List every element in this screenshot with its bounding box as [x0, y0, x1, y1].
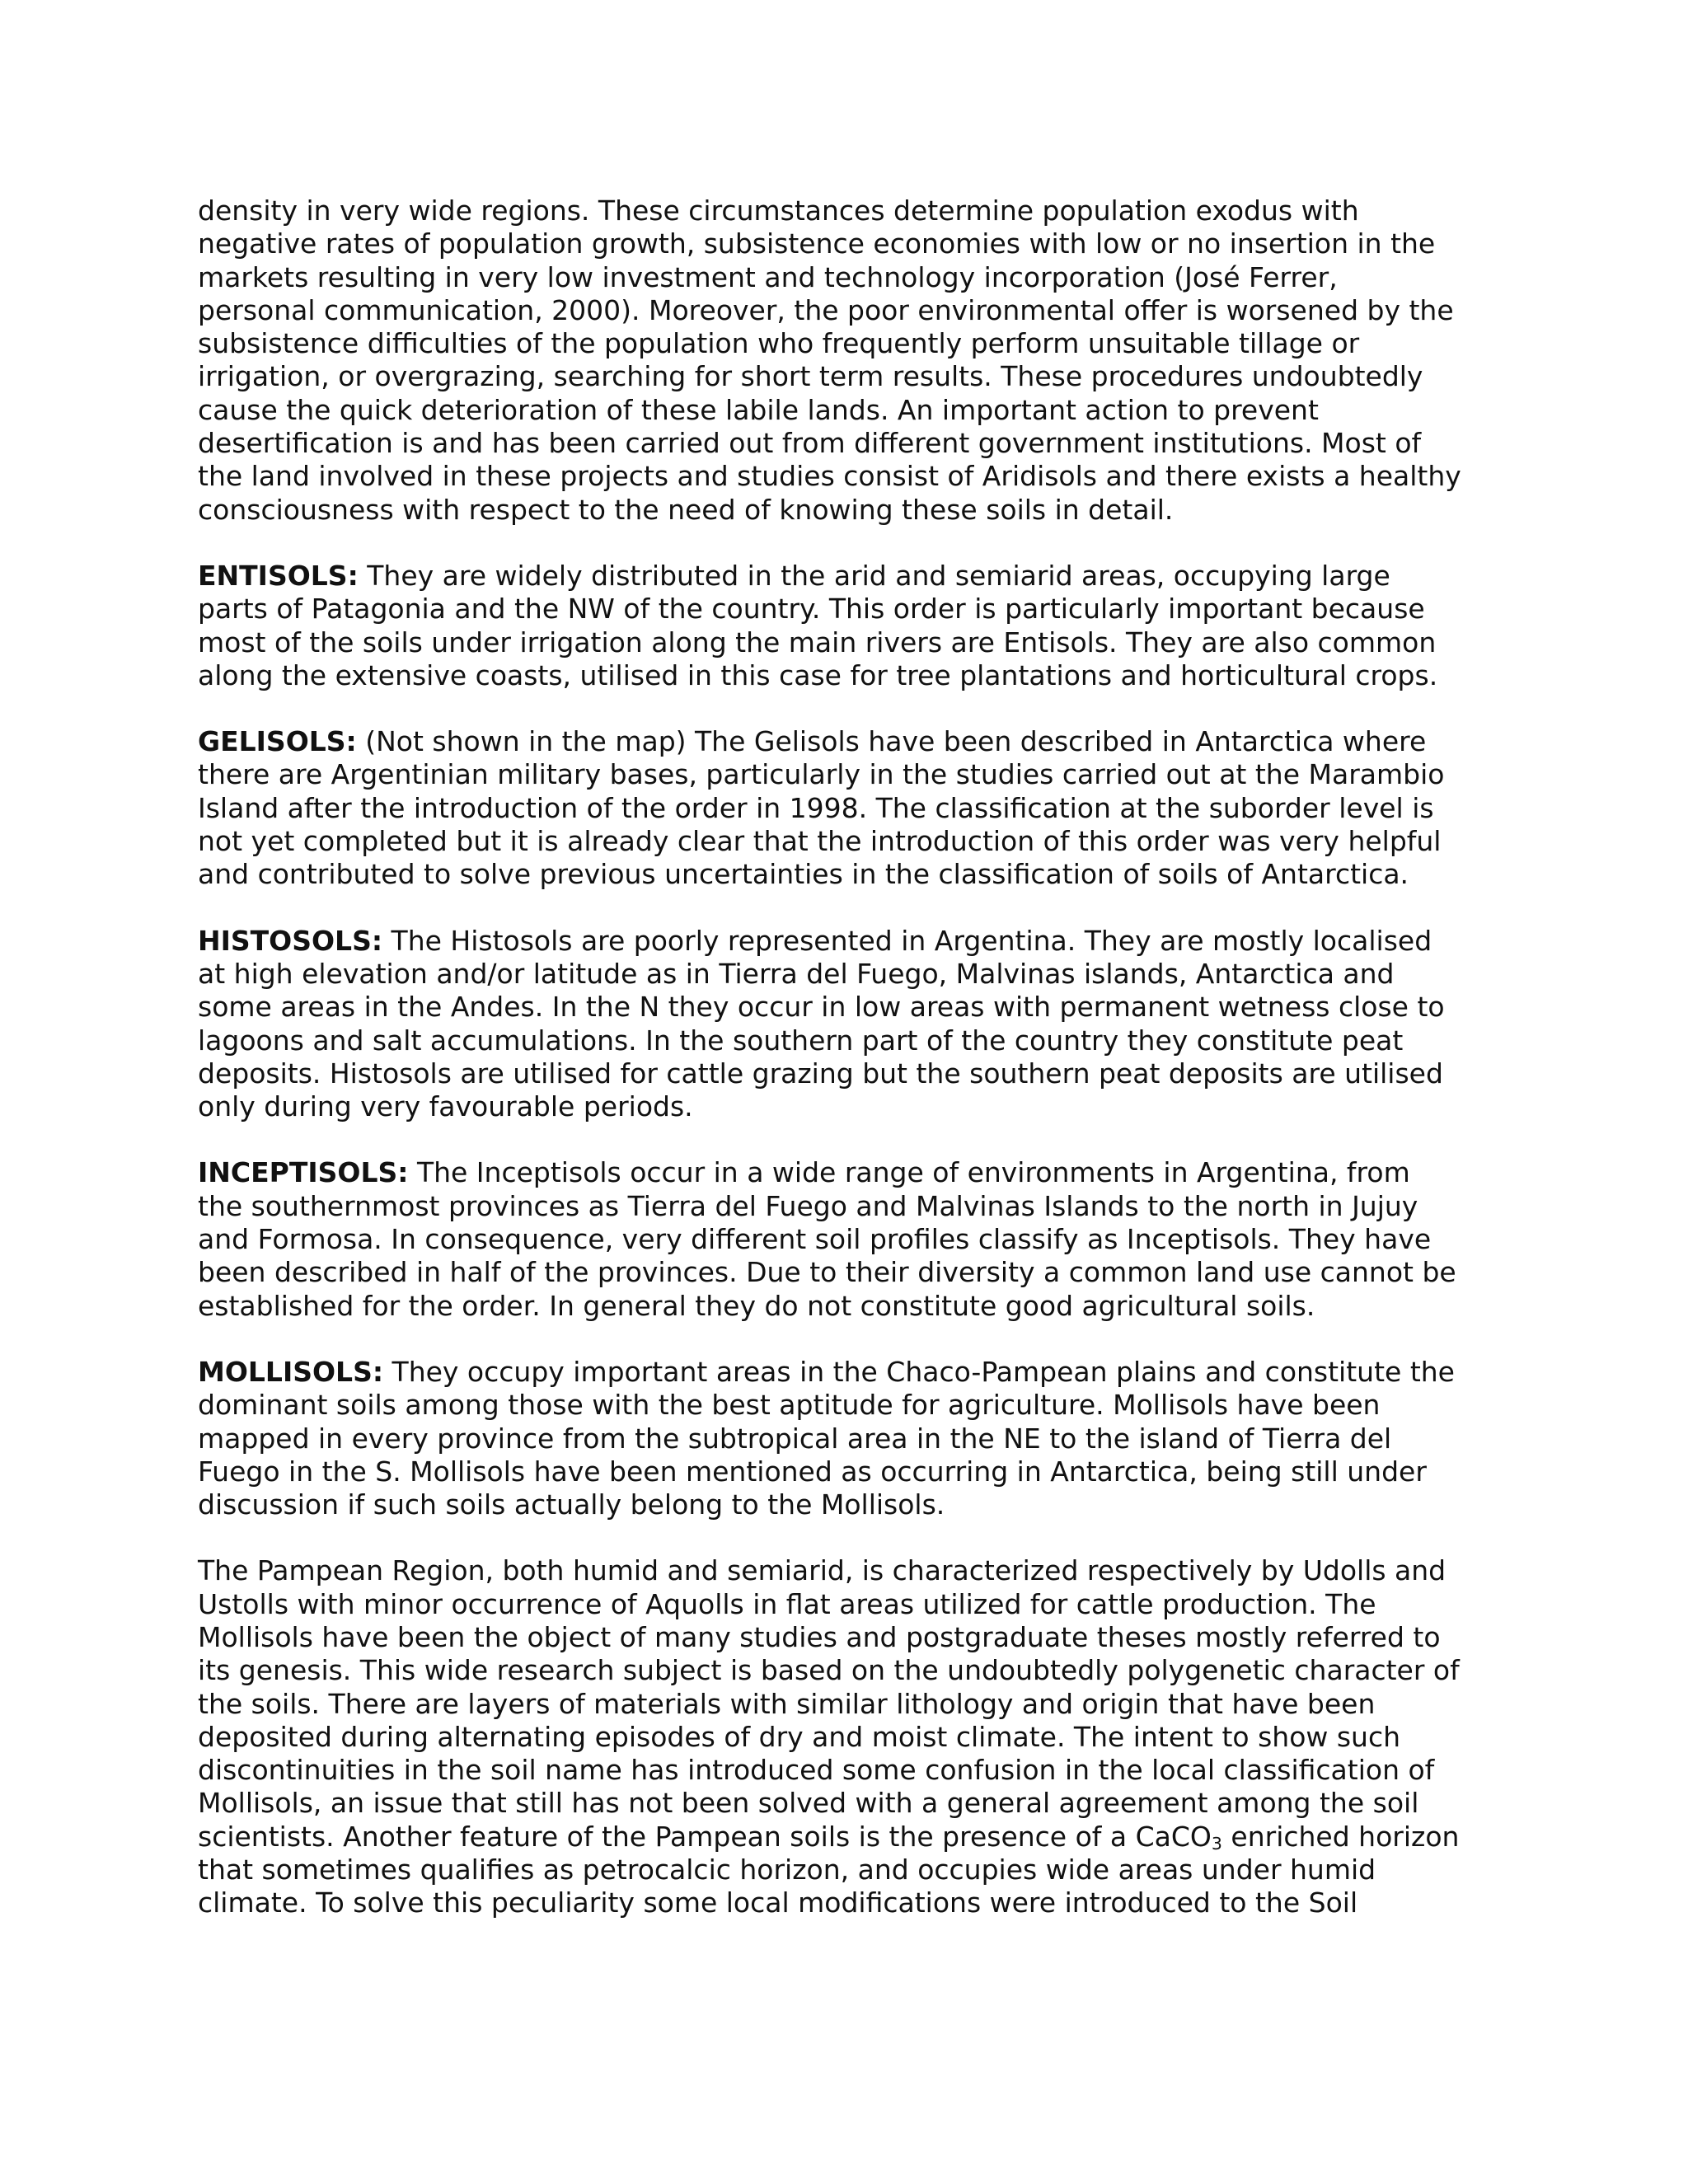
caco3-subscript: 3 — [1211, 1833, 1222, 1854]
gelisols-paragraph — [198, 725, 1517, 891]
inceptisols-paragraph — [198, 1156, 1517, 1322]
entisols-heading: ENTISOLS: — [198, 559, 359, 592]
pampean-region-paragraph — [198, 1554, 1517, 1919]
histosols-heading: HISTOSOLS: — [198, 924, 383, 957]
pampean-text-after: enriched horizon that sometimes qualifies as petrocalcic horizon, and occupies wide areas under humid climate. To solve this peculiarity some local modifications were introduced to the Soil — [198, 1820, 1460, 1919]
document-page — [198, 194, 1517, 1953]
gelisols-text: (Not shown in the map) The Gelisols have been described in Antarctica where there are Argentinian military bases, particularly in the studies carried out at the Marambio Island after the introduction of the order in 1998. The classification at the suborder level is not yet completed but it is already clear that the introduction of this order was very helpful and contributed to solve previous uncertainties in the classification of soils of Antarctica. — [198, 725, 1445, 891]
histosols-text: The Histosols are poorly represented in Argentina. They are mostly localised at high elevation and/or latitude as in Tierra del Fuego, Malvinas islands, Antarctica and some areas in the Andes. In the N they occur in low areas with permanent wetness close to lagoons and salt accumulations. In the southern part of the country they constitute peat deposits. Histosols are utilised for cattle grazing but the southern peat deposits are utilised only during very favourable periods. — [198, 924, 1445, 1123]
pampean-text-before: The Pampean Region, both humid and semiarid, is characterized respectively by Udolls and Ustolls with minor occurrence of Aquolls in flat areas utilized for cattle production. The Mollisols have been the object of many studies and postgraduate theses mostly referred to its genesis. This wide research subject is based on the undoubtedly polygenetic character of the soils. There are layers of materials with similar lithology and origin that have been deposited during alternating episodes of dry and moist climate. The intent to show such discontinuities in the soil name has introduced some confusion in the local classification of Mollisols, an issue that still has not been solved with a general agreement among the soil scientists. Another feature of the Pampean soils is the presence of a CaCO — [198, 1554, 1460, 1853]
entisols-paragraph — [198, 560, 1517, 692]
mollisols-heading: MOLLISOLS: — [198, 1355, 384, 1388]
entisols-text: They are widely distributed in the arid and semiarid areas, occupying large parts of Patagonia and the NW of the country. This order is particularly important because most of the soils under irrigation along the main rivers are Entisols. They are also common along the extensive coasts, utilised in this case for tree plantations and horticultural crops. — [198, 559, 1438, 691]
intro-paragraph: density in very wide regions. These circumstances determine population exodus with negative rates of population growth, subsistence economies with low or no insertion in the markets resulting in very low investment and technology incorporation (José Ferrer, personal communication, 2000). Moreover, the poor environmental offer is worsened by the subsistence difficulties of the population who frequently perform unsuitable tillage or irrigation, or overgrazing, searching for short term results. These procedures undoubtedly cause the quick deterioration of these labile lands. An important action to prevent desertification is and has been carried out from different government institutions. Most of the land involved in these projects and studies consist of Aridisols and there exists a healthy consciousness with respect to the need of knowing these soils in detail. — [198, 194, 1461, 526]
inceptisols-heading: INCEPTISOLS: — [198, 1156, 409, 1189]
gelisols-heading: GELISOLS: — [198, 725, 357, 758]
mollisols-text: They occupy important areas in the Chaco-Pampean plains and constitute the dominant soils among those with the best aptitude for agriculture. Mollisols have been mapped in every province from the subtropical area in the NE to the island of Tierra del Fuego in the S. Mollisols have been mentioned as occurring in Antarctica, being still under discussion if such soils actually belong to the Mollisols. — [198, 1355, 1455, 1521]
mollisols-paragraph — [198, 1356, 1517, 1521]
inceptisols-text: The Inceptisols occur in a wide range of environments in Argentina, from the southernmost provinces as Tierra del Fuego and Malvinas Islands to the north in Jujuy and Formosa. In consequence, very different soil profiles classify as Inceptisols. They have been described in half of the provinces. Due to their diversity a common land use cannot be established for the order. In general they do not constitute good agricultural soils. — [198, 1156, 1456, 1322]
histosols-paragraph — [198, 925, 1517, 1124]
